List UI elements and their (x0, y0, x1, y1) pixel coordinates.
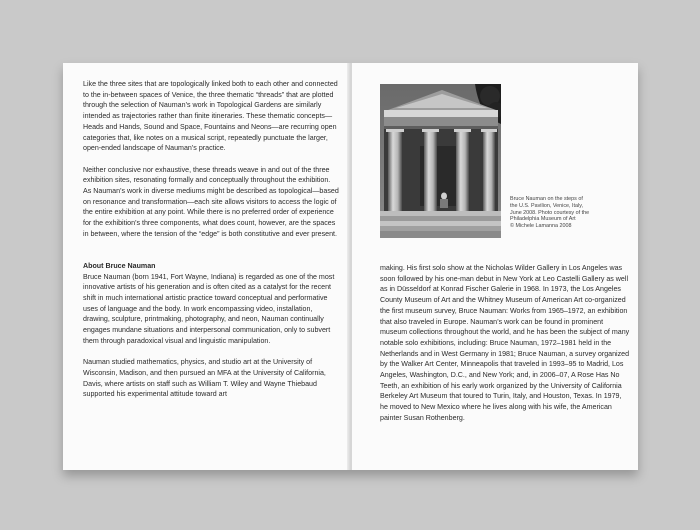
spacer (83, 250, 340, 261)
paragraph: Neither conclusive nor exhaustive, these threads weave in and out of the three exhibition sites, resonating formally and conceptually throughout the exhibition. As Nauman’s work in diverse mediums might be described as topological—based on resonance and transformation—each site allows visitors to access the logic of the entire exhibition at any point. While there is no preferred order of experience for the exhibition’s three components, what does count, however, are the spaces in between, where the tension of the “edge” is both constitutive and ever present. (83, 165, 339, 238)
section-heading: About Bruce Nauman (83, 261, 156, 270)
caption-line: © Michele Lamanna 2008 (510, 223, 572, 230)
paragraph: making. His first solo show at the Nicholas Wilder Gallery in Los Angeles was soon followed by his one-man debut in New York at Leo Castelli Gallery as well as in Düsseldorf at Konrad Fischer Galerie in 1968. In 1973, the Los Angeles County Museum of Art and the Whitney Museum of American Art co-organized the first museum survey, Bruce Nauman: Works from 1965–1972, an exhibition that also traveled in Europe. Nauman’s work can be found in prominent museum collections throughout the world, and he has been the subject of many notable solo exhibitions, including: Bruce Nauman, 1972–1981 held in the Netherlands and in West Germany in 1981; Bruce Nauman, a survey organized by the Walker Art Center, Minneapolis that traveled in 1993–95 to Madrid, Los Angeles, Washington, D.C., and New York; and, in 2006–07, A Rose Has No Teeth, an exhibition of his early work organized by the University of California Berkeley Art Museum that toured to Turin, Italy, and Houston, Texas. In 1979, he moved to New Mexico where he lives along with his wife, the American painter Susan Rothenberg. (380, 264, 630, 422)
caption-line: Philadelphia Museum of Art (510, 216, 576, 223)
left-page-text (83, 79, 340, 411)
caption-line: Bruce Nauman on the steps of (510, 196, 583, 202)
paragraph: Nauman studied mathematics, physics, and studio art at the University of Wisconsin, Madison, and then pursued an MFA at the University of California, Davis, where artists on staff such as William T. Wiley and Wayne Thiebaud supported his experimental attitude toward art (83, 358, 326, 399)
caption-line: June 2008. Photo courtesy of the (510, 209, 590, 216)
book-spread (63, 63, 638, 470)
caption-line: the U.S. Pavilion, Venice, Italy, (510, 202, 584, 209)
us-pavilion-photo (380, 84, 501, 238)
right-page-text (380, 263, 630, 434)
paragraph: Bruce Nauman (born 1941, Fort Wayne, Indiana) is regarded as one of the most innovative artists of his generation and is often cited as a catalyst for the recent shift in much international artistic practice toward conceptual and performative uses of language and the body. In work encompassing video, installation, drawing, sculpture, printmaking, photography, and neon, Nauman continually engages mundane situations and interpersonal communication, only to subvert them through paradoxical visual and linguistic manipulation. (83, 272, 335, 345)
left-page (63, 63, 350, 470)
right-page (352, 63, 638, 470)
photo-caption (510, 196, 622, 230)
paragraph: Like the three sites that are topologically linked both to each other and connected to the in-between spaces of Venice, the three thematic “threads” that are plotted through the selection of Nauman’s work in Topological Gardens are similarly intended as trajectories rather than finite itineraries. These thematic concepts—Heads and Hands, Sound and Space, Fountains and Neons—are recurring open categories that, like notes on a musical script, repeatedly punctuate the larger, open-ended landscape of Nauman’s practice. (83, 80, 338, 153)
